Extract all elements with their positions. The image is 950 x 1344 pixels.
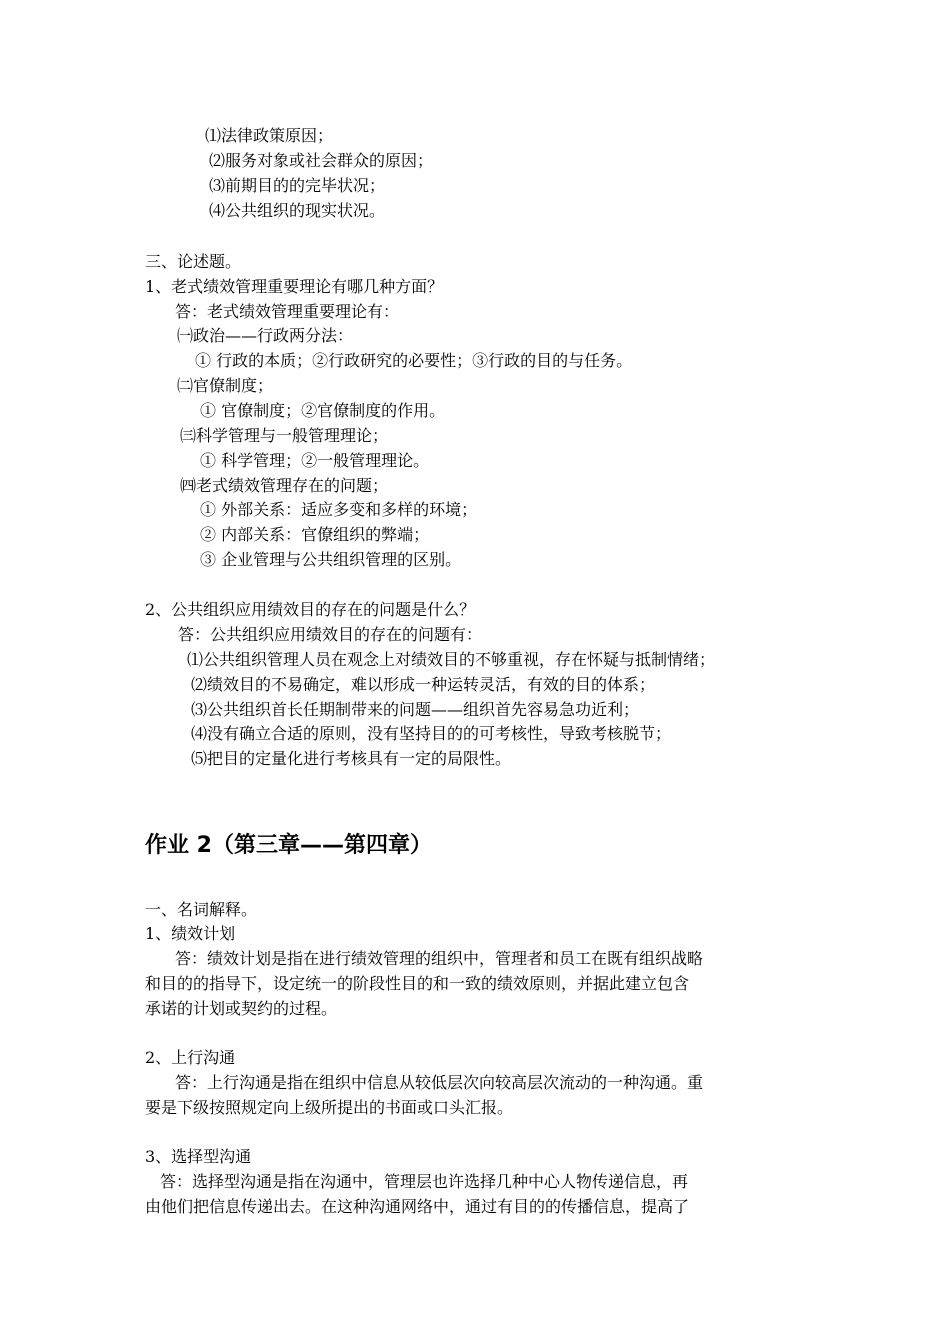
term-heading: 1、绩效计划 bbox=[145, 924, 236, 943]
answer-line: ㈡官僚制度； bbox=[177, 376, 274, 395]
paragraph-line: 答：上行沟通是指在组织中信息从较低层次向较高层次流动的一种沟通。重 bbox=[175, 1073, 704, 1092]
answer-line: ① 官僚制度；②官僚制度的作用。 bbox=[200, 401, 446, 420]
list-item: ⑶前期目的的完毕状况； bbox=[209, 176, 386, 195]
list-item: ⑵服务对象或社会群众的原因； bbox=[209, 151, 434, 170]
answer-line: ③ 企业管理与公共组织管理的区别。 bbox=[200, 550, 462, 569]
section-heading: 一、名词解释。 bbox=[145, 900, 258, 919]
answer-line: ㈢科学管理与一般管理理论； bbox=[180, 426, 389, 445]
answer-line: ① 科学管理；②一般管理理论。 bbox=[200, 451, 430, 470]
question-2: 2、公共组织应用绩效目的存在的问题是什么？ bbox=[145, 600, 476, 619]
term-heading: 2、上行沟通 bbox=[145, 1048, 236, 1067]
answer-intro: 答：老式绩效管理重要理论有： bbox=[175, 302, 400, 321]
paragraph-line: 由他们把信息传递出去。在这种沟通网络中，通过有目的的传播信息，提高了 bbox=[145, 1197, 690, 1216]
list-item: ⑷公共组织的现实状况。 bbox=[209, 201, 386, 220]
answer-line: ⑷没有确立合适的原则，没有坚持目的的可考核性，导致考核脱节； bbox=[191, 724, 672, 743]
list-item: ⑴法律政策原因； bbox=[205, 126, 334, 145]
question-1: 1、老式绩效管理重要理论有哪几种方面？ bbox=[145, 277, 444, 296]
paragraph-line: 答：绩效计划是指在进行绩效管理的组织中，管理者和员工在既有组织战略 bbox=[175, 949, 704, 968]
page-title: 作业 2（第三章——第四章） bbox=[145, 833, 432, 858]
answer-line: ⑴公共组织管理人员在观念上对绩效目的不够重视，存在怀疑与抵制情绪； bbox=[187, 650, 716, 669]
term-heading: 3、选择型沟通 bbox=[145, 1147, 252, 1166]
answer-line: ① 外部关系：适应多变和多样的环境； bbox=[200, 500, 478, 519]
paragraph-line: 答：选择型沟通是指在沟通中，管理层也许选择几种中心人物传递信息，再 bbox=[160, 1172, 689, 1191]
paragraph-line: 承诺的计划或契约的过程。 bbox=[145, 999, 338, 1018]
answer-line: ㈠政治——行政两分法： bbox=[177, 326, 354, 345]
answer-line: ⑸把目的定量化进行考核具有一定的局限性。 bbox=[191, 749, 512, 768]
paragraph-line: 要是下级按照规定向上级所提出的书面或口头汇报。 bbox=[145, 1098, 514, 1117]
paragraph-line: 和目的的指导下，设定统一的阶段性目的和一致的绩效原则，并据此建立包含 bbox=[145, 974, 690, 993]
answer-line: ⑶公共组织首长任期制带来的问题——组织首先容易急功近利； bbox=[191, 700, 640, 719]
answer-line: ① 行政的本质；②行政研究的必要性；③行政的目的与任务。 bbox=[195, 351, 633, 370]
answer-line: ② 内部关系：官僚组织的弊端； bbox=[200, 525, 430, 544]
answer-line: ⑵绩效目的不易确定，难以形成一种运转灵活，有效的目的体系； bbox=[191, 675, 656, 694]
answer-intro: 答：公共组织应用绩效目的存在的问题有： bbox=[178, 625, 483, 644]
answer-line: ㈣老式绩效管理存在的问题； bbox=[180, 476, 389, 495]
section-heading: 三、论述题。 bbox=[145, 252, 242, 271]
